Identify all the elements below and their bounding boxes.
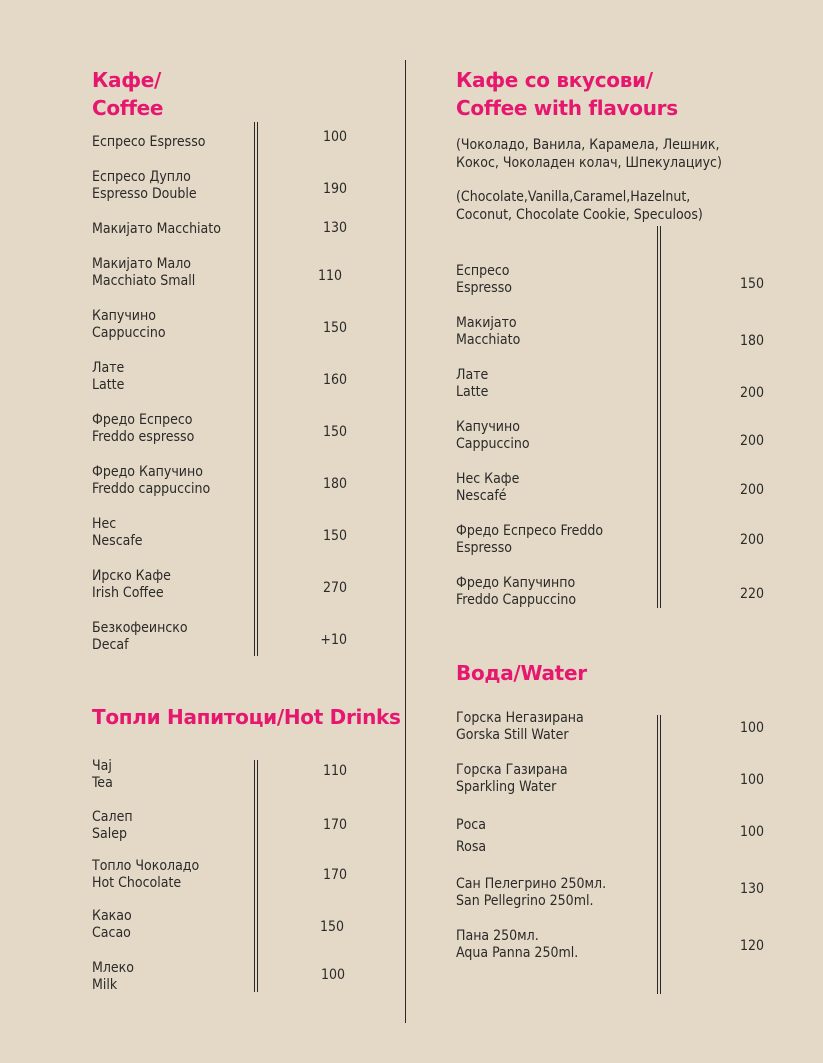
coffee-item-price: 180 [322, 476, 347, 492]
flavours-item-price: 200 [739, 385, 764, 401]
water-item-price: 120 [739, 938, 764, 954]
coffee-item-price: 150 [322, 528, 347, 544]
coffee-item-price: 150 [322, 424, 347, 440]
flavours-item-price: 200 [739, 433, 764, 449]
hot-drinks-item-name: Млеко Milk [92, 960, 134, 993]
coffee-item-name: Макијато Macchiato [92, 221, 221, 237]
coffee-item-name: Фредо Еспресо Freddo espresso [92, 412, 195, 445]
water-item-name: Роса Rosa [456, 817, 487, 855]
water-item-price: 100 [739, 772, 764, 788]
coffee-item-name: Ирско Кафе Irish Coffee [92, 568, 171, 601]
coffee-item-name: Лате Latte [92, 360, 125, 393]
hot-drinks-item-name: Салеп Salep [92, 809, 133, 842]
flavours-item-price: 150 [739, 276, 764, 292]
flavours-item-price: 200 [739, 482, 764, 498]
coffee-item-price: 130 [322, 220, 347, 236]
coffee-item-price: 160 [322, 372, 347, 388]
hot-drinks-item-price: 110 [322, 763, 347, 779]
coffee-item-price: 270 [322, 580, 347, 596]
hot-drinks-item-price: 100 [320, 967, 345, 983]
hot-drinks-section-title: Топли Напитоци/Hot Drinks [92, 705, 401, 729]
hot-drinks-item-price: 170 [322, 867, 347, 883]
water-price-divider [657, 715, 661, 994]
flavours-item-name: Фредо Еспресо Freddo Espresso [456, 523, 604, 556]
water-item-name: Горска Газирана Sparkling Water [456, 762, 568, 795]
flavours-note-en: (Chocolate,Vanilla,Caramel,Hazelnut, Coconut, Chocolate Cookie, Speculoos) [456, 189, 703, 223]
coffee-item-name: Нес Nescafe [92, 516, 143, 549]
water-section-title: Вода/Water [456, 661, 587, 685]
coffee-item-price: 150 [322, 320, 347, 336]
flavours-section-title: Кафе со вкусови/ Coffee with flavours [456, 68, 678, 120]
coffee-item-name: Фредо Капучино Freddo cappuccino [92, 464, 211, 497]
hot-drinks-item-price: 150 [319, 919, 344, 935]
hot-drinks-item-price: 170 [322, 817, 347, 833]
flavours-price-divider [657, 226, 661, 608]
coffee-item-name: Еспресо Дупло Espresso Double [92, 169, 197, 202]
coffee-item-price: 100 [322, 129, 347, 145]
coffee-item-name: Безкофеинско Decaf [92, 620, 188, 653]
water-item-price: 130 [739, 881, 764, 897]
water-item-price: 100 [739, 824, 764, 840]
flavours-item-name: Нес Кафе Nescafé [456, 471, 520, 504]
hot-drinks-item-name: Чај Tea [92, 758, 113, 791]
flavours-item-price: 220 [739, 586, 764, 602]
hot-drinks-item-name: Топло Чоколадо Hot Chocolate [92, 858, 200, 891]
column-divider [405, 60, 406, 1023]
flavours-item-name: Капучино Cappuccino [456, 419, 530, 452]
flavours-item-name: Фредо Капучинпо Freddo Cappuccino [456, 575, 577, 608]
flavours-item-name: Макијато Macchiato [456, 315, 521, 348]
coffee-item-name: Капучино Cappuccino [92, 308, 166, 341]
coffee-item-name: Макијато Мало Macchiato Small [92, 256, 196, 289]
coffee-item-name: Еспресо Espresso [92, 134, 206, 150]
coffee-item-price: +10 [320, 632, 347, 648]
flavours-note-mk: (Чоколадо, Ванила, Карамела, Лешник, Кокос, Чоколаден колач, Шпекулациус) [456, 137, 722, 171]
water-item-name: Пана 250мл. Aqua Panna 250ml. [456, 928, 579, 961]
hot-drinks-item-name: Какао Cacao [92, 908, 132, 941]
coffee-section-title: Кафе/ Coffee [92, 68, 164, 120]
flavours-item-name: Еспресо Espresso [456, 263, 512, 296]
flavours-item-price: 200 [739, 532, 764, 548]
coffee-item-price: 190 [322, 181, 347, 197]
coffee-item-price: 110 [317, 268, 342, 284]
water-item-price: 100 [739, 720, 764, 736]
water-item-name: Сан Пелегрино 250мл. San Pellegrino 250ml. [456, 876, 607, 909]
flavours-item-name: Лате Latte [456, 367, 489, 400]
hot-drinks-price-divider [254, 760, 258, 992]
water-item-name: Горска Негазирана Gorska Still Water [456, 710, 584, 743]
flavours-item-price: 180 [739, 333, 764, 349]
coffee-price-divider [254, 122, 258, 656]
